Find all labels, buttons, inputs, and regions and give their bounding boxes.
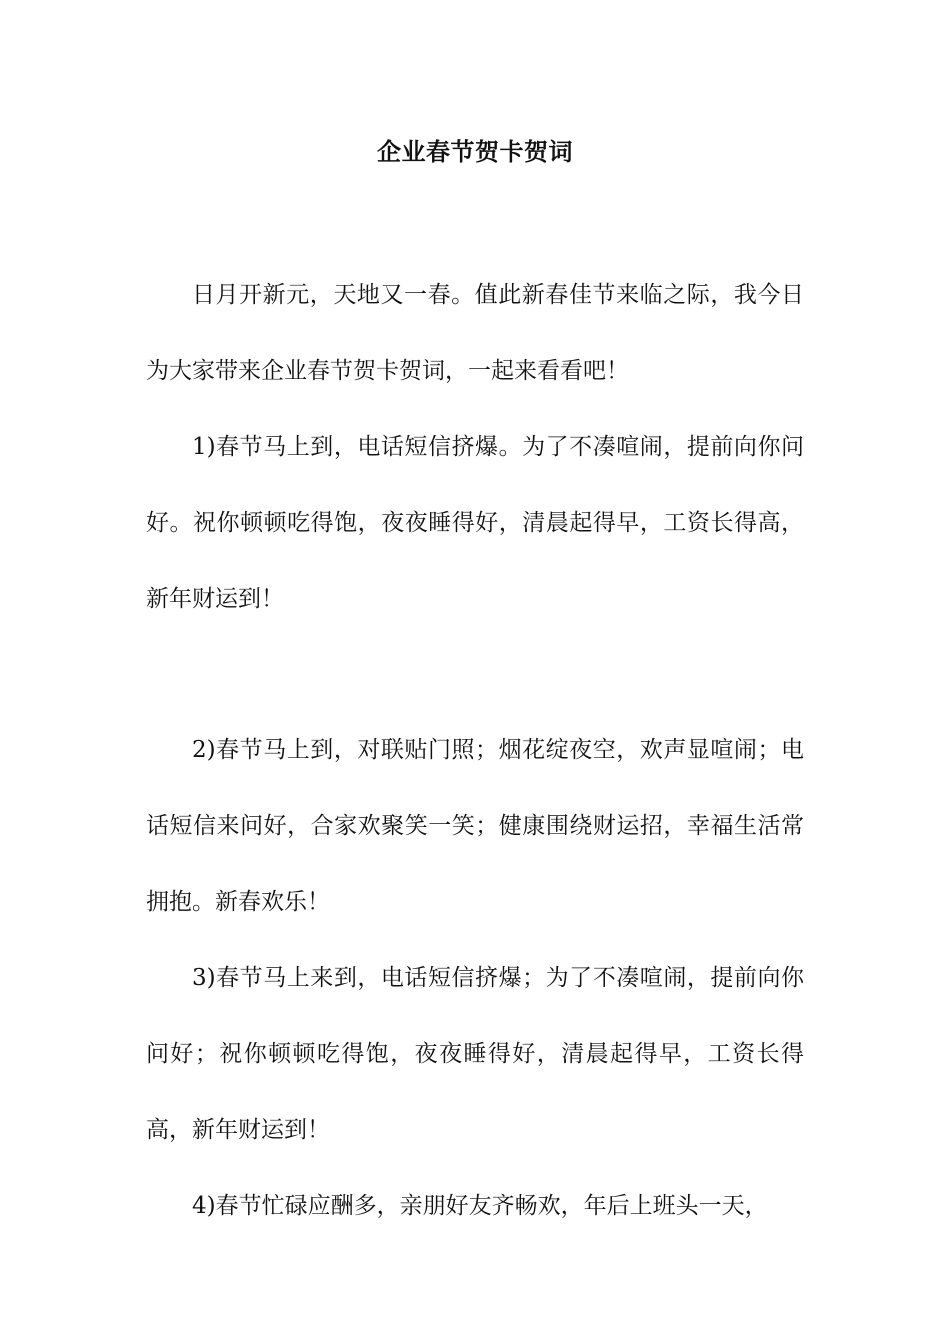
paragraph-greeting-3: 3)春节马上来到，电话短信挤爆；为了不凑喧闹，提前向你问好；祝你顿顿吃得饱，夜夜睡得好，清晨起得早，工资长得高，新年财运到！ (146, 965, 804, 1143)
paragraph-greeting-2: 2)春节马上到，对联贴门照；烟花绽夜空，欢声显喧闹；电话短信来问好，合家欢聚笑一笑；健康围绕财运招，幸福生活常拥抱。新春欢乐！ (146, 737, 804, 915)
paragraph-greeting-1: 1)春节马上到，电话短信挤爆。为了不凑喧闹，提前向你问好。祝你顿顿吃得饱，夜夜睡得好，清晨起得早，工资长得高，新年财运到！ (146, 434, 804, 612)
paragraph-intro: 日月开新元，天地又一春。值此新春佳节来临之际，我今日为大家带来企业春节贺卡贺词，一起来看看吧！ (146, 282, 804, 384)
document-title: 企业春节贺卡贺词 (377, 137, 573, 166)
paragraph-spacer (146, 637, 804, 712)
paragraph-greeting-4: 4)春节忙碌应酬多，亲朋好友齐畅欢，年后上班头一天， (192, 1193, 768, 1219)
document-body (146, 257, 804, 1244)
